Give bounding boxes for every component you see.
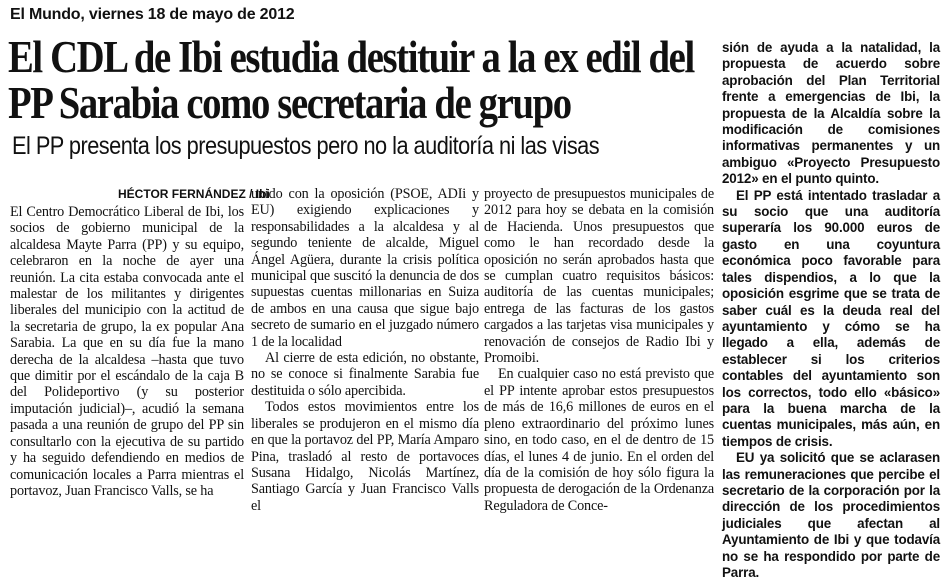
paragraph: sión de ayuda a la natalidad, la propuesta de acuerdo sobre aprobación del Plan Territorial frente a emergencias de Ibi, la propuesta de la Alcaldía sobre la modificación de comisiones informativas permanentes y un ambiguo «Proyecto Presupuesto 2012» en el punto quinto. [722, 40, 940, 187]
paragraph: EU ya solicitó que se aclarasen las remuneraciones que percibe el secretario de la corporación por la dirección de los procedimientos judiciales que afectan al Ayuntamiento de Ibi y que todavía no se ha respondido por parte de Parra. [722, 450, 940, 580]
paragraph: unido con la oposición (PSOE, ADIi y EU) exigiendo explicaciones y responsabilidades a la alcaldesa y al segundo teniente de alcalde, Miguel Ángel Agüera, durante la crisis política municipal que suscitó la denuncia de dos supuestas cuentas millonarias en Suiza de ambos en una causa que sigue bajo secreto de sumario en el juzgado número 1 de la localidad [251, 186, 479, 350]
newspaper-source-line: El Mundo, viernes 18 de mayo de 2012 [10, 6, 295, 23]
paragraph: El PP está intentado trasladar a su socio que una auditoría superaría los 90.000 euros de gasto en una coyuntura económica poco favorable para tales dispendios, a lo que la oposición esgrime que se trata de saber cuál es la deuda real del ayuntamiento y cómo se ha llegado a ella, además de establecer si los criterios contables del ayuntamiento son los correctos, todo ello «básico» para la buena marcha de la cuentas municipales, más aún, en tiempos de crisis. [722, 187, 940, 449]
article-column-3 [484, 186, 714, 514]
paragraph: En cualquier caso no está previsto que el PP intente aprobar estos presupuestos de más de 16,6 millones de euros en el pleno extraordinario del próximo lunes sino, en todo caso, en el de dentro de 15 días, el lunes 4 de junio. En el orden del día de la comisión de hoy sólo figura la propuesta de derogación de la Ordenanza Reguladora de Conce- [484, 366, 714, 514]
paragraph: proyecto de presupuestos municipales de 2012 para hoy se debata en la comisión de Hacienda. Unos presupuestos que como le han recordado desde la oposición no serán aprobados hasta que se cumplan cuatro requisitos básicos: auditoría de las cuentas municipales; entrega de las facturas de los gastos cargados a las tarjetas visa municipales y renovación de consejos de Radio Ibi y Promoibi. [484, 186, 714, 367]
paragraph: Al cierre de esta edición, no obstante, no se conoce si finalmente Sarabia fue destituida o sólo apercibida. [251, 350, 479, 399]
article-column-1 [10, 204, 244, 499]
paragraph: Todos estos movimientos entre los liberales se produjeron en el mismo día en que la portavoz del PP, María Amparo Pina, trasladó al resto de portavoces Susana Hidalgo, Nicolás Martínez, Santiago García y Juan Francisco Valls el [251, 399, 479, 514]
article-column-4 [722, 40, 940, 581]
article-byline: HÉCTOR FERNÁNDEZ / Ibi [118, 187, 270, 201]
article-subheadline: El PP presenta los presupuestos pero no la auditoría ni las visas [12, 132, 600, 160]
paragraph: El Centro Democrático Liberal de Ibi, los socios de gobierno municipal de la alcaldesa Mayte Parra (PP) y su equipo, celebraron en la noche de ayer una reunión. La cita estaba convocada ante el malestar de los militantes y dirigentes liberales del municipio con la actitud de la secretaria de grupo, la ex popular Ana Sarabia. La que en su día fue la mano derecha de la alcaldesa –hasta que tuvo que dimitir por el escándalo de la caja B del Polideportivo (y su posterior imputación judicial)–, acudió la semana pasada a una reunión de grupo del PP sin consultarlo con la ejecutiva de su partido y ha seguido defendiendo en medios de comunicación locales a Parra mientras el portavoz, Juan Francisco Valls, se ha [10, 204, 244, 499]
article-headline: El CDL de Ibi estudia destituir a la ex edil del PP Sarabia como secretaria de grupo [8, 32, 694, 128]
article-column-2 [251, 186, 479, 514]
